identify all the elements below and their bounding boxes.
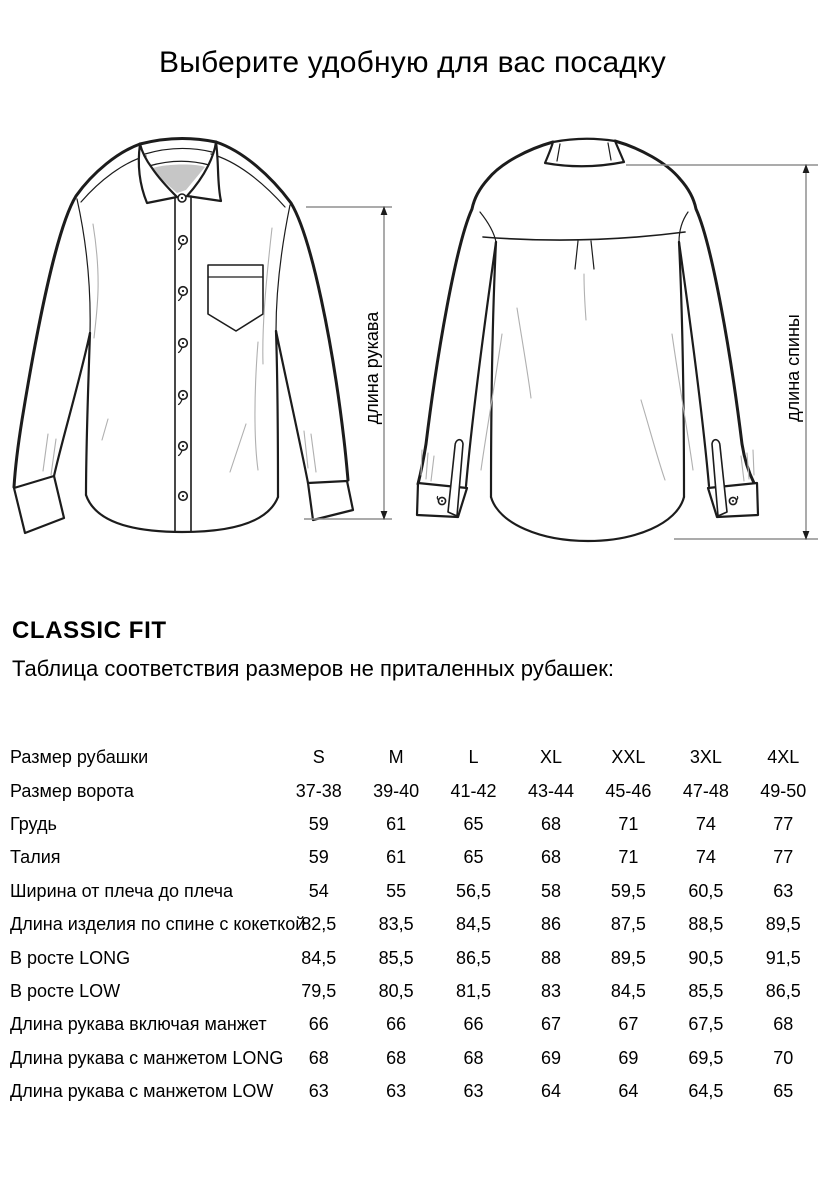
row-value: 69 <box>540 1047 561 1068</box>
row-value: 68 <box>463 1047 484 1068</box>
shirt-diagram <box>0 128 825 576</box>
row-value: 43-44 <box>527 780 575 801</box>
row-value: 69,5 <box>688 1047 724 1068</box>
row-value: 68 <box>540 847 561 868</box>
row-label: Грудь <box>10 813 57 834</box>
row-value: 85,5 <box>378 947 414 968</box>
row-label: В росте LONG <box>10 947 131 968</box>
row-value: 63 <box>386 1081 407 1102</box>
row-value: 66 <box>308 1014 329 1035</box>
row-value: 63 <box>773 880 794 901</box>
row-value: 56,5 <box>456 880 492 901</box>
table-row <box>10 1008 822 1041</box>
row-value: 65 <box>463 813 484 834</box>
table-row <box>10 908 822 941</box>
row-value: 64 <box>540 1081 561 1102</box>
row-value: 58 <box>540 880 561 901</box>
row-value: 77 <box>773 813 794 834</box>
table-row <box>10 875 822 908</box>
row-value: 69 <box>618 1047 639 1068</box>
size-column-header: 4XL <box>767 747 800 768</box>
size-column-header: XL <box>539 747 562 768</box>
row-value: 91,5 <box>765 947 801 968</box>
row-value: 68 <box>773 1014 794 1035</box>
row-label: Размер рубашки <box>10 747 149 768</box>
table-row <box>10 1075 822 1108</box>
row-value: 39-40 <box>373 780 420 801</box>
row-label: Длина изделия по спине с кокеткой <box>10 914 306 935</box>
row-value: 59,5 <box>610 880 646 901</box>
row-label: Ширина от плеча до плеча <box>10 880 234 901</box>
row-value: 59 <box>308 847 329 868</box>
row-value: 88 <box>540 947 561 968</box>
row-label: В росте LOW <box>10 980 121 1001</box>
page-title: Выберите удобную для вас посадку <box>159 46 666 79</box>
size-table <box>10 741 822 1108</box>
row-value: 83,5 <box>378 914 414 935</box>
row-label: Талия <box>10 847 61 868</box>
size-column-header: M <box>388 747 404 768</box>
row-value: 63 <box>308 1081 329 1102</box>
row-value: 87,5 <box>610 914 646 935</box>
size-column-header: XXL <box>611 747 646 768</box>
row-value: 68 <box>308 1047 329 1068</box>
back-length-label: длина спины <box>783 314 803 422</box>
row-value: 71 <box>618 847 639 868</box>
row-value: 84,5 <box>610 980 646 1001</box>
row-value: 86,5 <box>456 947 492 968</box>
row-value: 67,5 <box>688 1014 724 1035</box>
row-label: Размер ворота <box>10 780 134 801</box>
row-value: 70 <box>773 1047 794 1068</box>
row-value: 68 <box>386 1047 407 1068</box>
table-row <box>10 841 822 874</box>
front-buttons <box>179 236 188 501</box>
row-value: 64,5 <box>688 1081 724 1102</box>
row-value: 90,5 <box>688 947 724 968</box>
row-label: Длина рукава с манжетом LONG <box>10 1047 284 1068</box>
row-value: 66 <box>386 1014 407 1035</box>
back-shirt-drawing <box>417 139 758 541</box>
row-value: 77 <box>773 847 794 868</box>
row-value: 82,5 <box>301 914 337 935</box>
row-value: 89,5 <box>765 914 801 935</box>
row-value: 86 <box>540 914 561 935</box>
row-value: 63 <box>463 1081 484 1102</box>
row-value: 59 <box>308 813 329 834</box>
row-value: 61 <box>386 847 407 868</box>
row-value: 85,5 <box>688 980 724 1001</box>
row-value: 80,5 <box>378 980 414 1001</box>
row-value: 54 <box>308 880 329 901</box>
table-row <box>10 808 822 841</box>
fit-heading: CLASSIC FIT <box>12 617 167 644</box>
row-value: 88,5 <box>688 914 724 935</box>
row-value: 84,5 <box>301 947 337 968</box>
table-row <box>10 975 822 1008</box>
row-value: 37-38 <box>295 780 342 801</box>
size-column-header: L <box>468 747 479 768</box>
size-column-header: 3XL <box>689 747 722 768</box>
size-column-header: S <box>312 747 325 768</box>
row-value: 45-46 <box>605 780 652 801</box>
row-value: 61 <box>386 813 407 834</box>
row-value: 86,5 <box>765 980 801 1001</box>
row-label: Длина рукава с манжетом LOW <box>10 1081 274 1102</box>
row-value: 74 <box>695 847 716 868</box>
table-row <box>10 774 822 807</box>
row-value: 74 <box>695 813 716 834</box>
row-value: 83 <box>540 980 561 1001</box>
row-value: 81,5 <box>456 980 492 1001</box>
row-value: 47-48 <box>682 780 729 801</box>
row-value: 64 <box>618 1081 639 1102</box>
row-value: 68 <box>540 813 561 834</box>
row-value: 55 <box>386 880 407 901</box>
row-value: 67 <box>540 1014 561 1035</box>
row-value: 89,5 <box>610 947 646 968</box>
row-value: 79,5 <box>301 980 337 1001</box>
row-label: Длина рукава включая манжет <box>10 1014 267 1035</box>
row-value: 67 <box>618 1014 639 1035</box>
table-row <box>10 941 822 974</box>
row-value: 49-50 <box>760 780 807 801</box>
row-value: 41-42 <box>450 780 497 801</box>
row-value: 65 <box>773 1081 794 1102</box>
row-value: 71 <box>618 813 639 834</box>
table-row <box>10 1042 822 1075</box>
table-caption: Таблица соответствия размеров не приталенных рубашек: <box>12 656 614 681</box>
chest-pocket <box>208 265 263 331</box>
row-value: 65 <box>463 847 484 868</box>
table-header-row <box>10 741 822 774</box>
sleeve-length-label: длина рукава <box>362 311 382 425</box>
row-value: 60,5 <box>688 880 724 901</box>
row-value: 84,5 <box>456 914 492 935</box>
shirts-drawing <box>0 128 825 576</box>
front-shirt-drawing <box>14 138 353 533</box>
row-value: 66 <box>463 1014 484 1035</box>
